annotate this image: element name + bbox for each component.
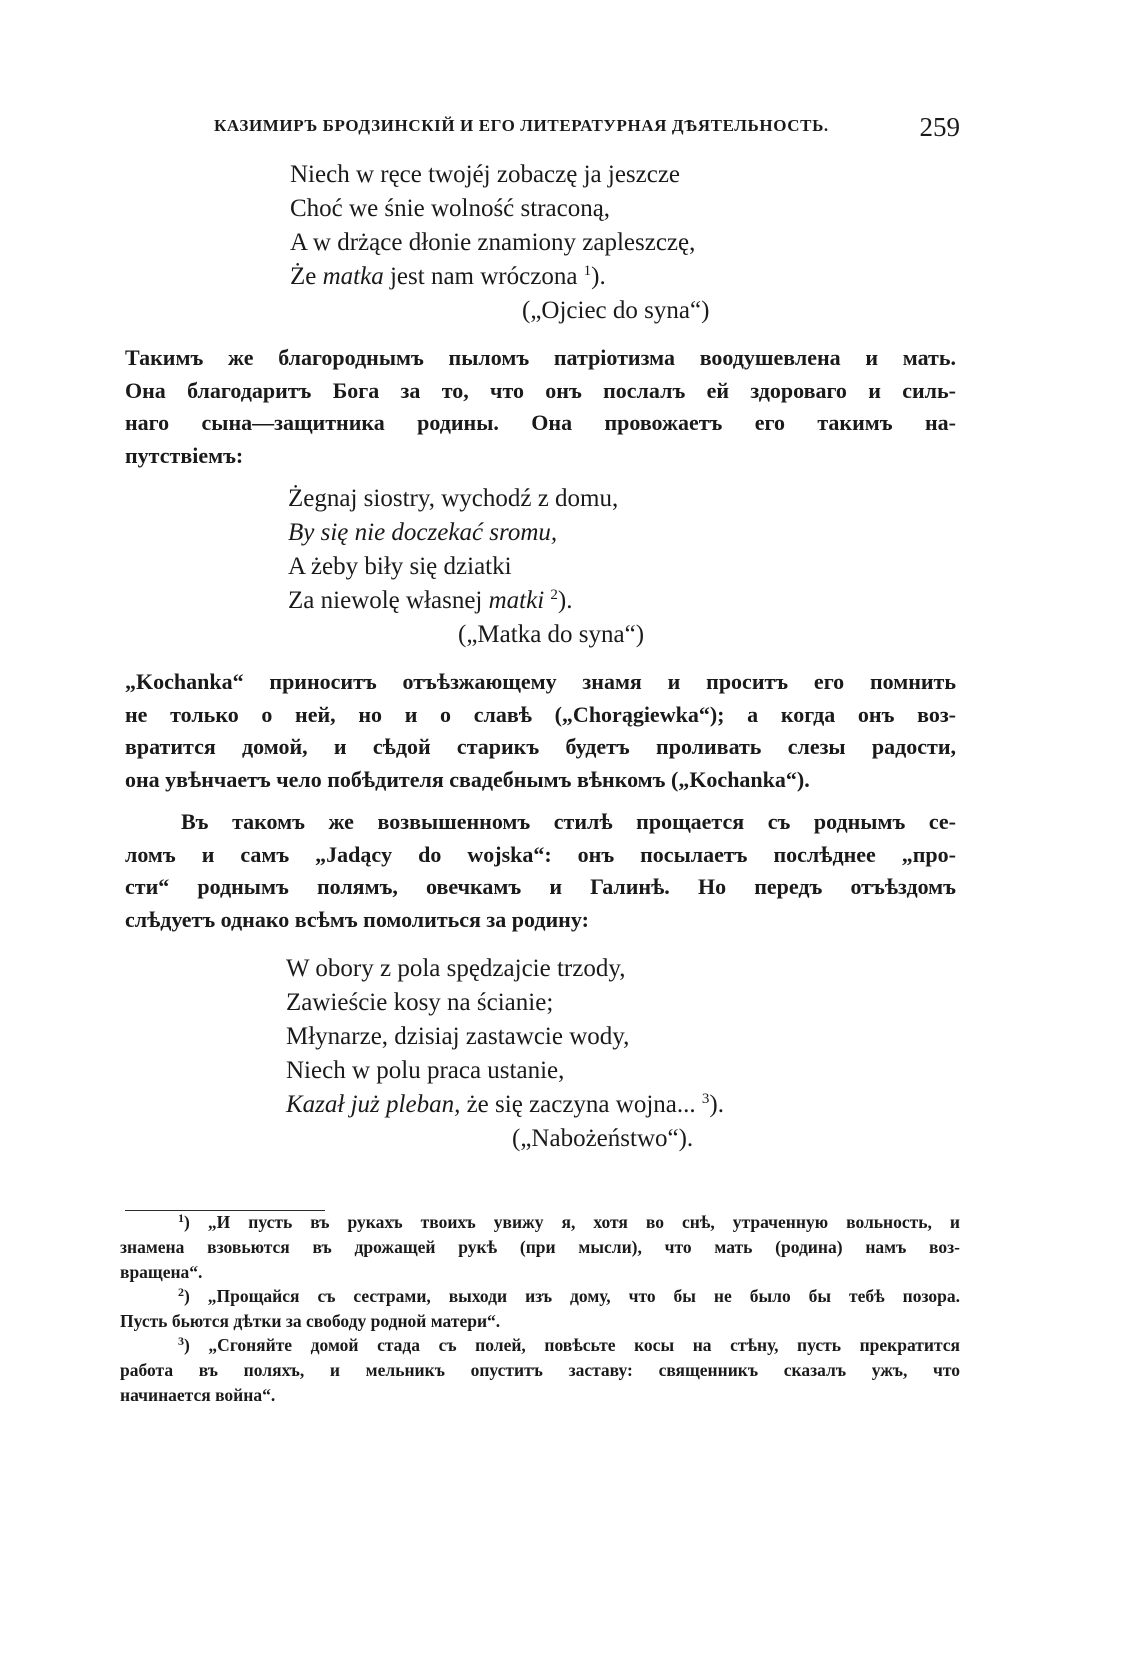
poem-nabozenstwo — [286, 952, 724, 1158]
text-line: сти“ роднымъ полямъ, овечкамъ и Галинѣ. Но передъ отъѣздомъ — [125, 874, 956, 899]
footnote-ref: 2 — [550, 587, 558, 603]
footnote-1 — [120, 1210, 960, 1285]
verse-line: W obory z pola spędzajcie trzody, — [286, 955, 626, 982]
footnote-ref: 3 — [701, 1091, 710, 1107]
paragraph — [125, 666, 956, 796]
footnote-line: Пусть бьются дѣтки за свободу родной матери“. — [120, 1311, 501, 1331]
text-line: она увѣнчаетъ чело побѣдителя свадебнымъ вѣнкомъ („Kochanka“). — [125, 766, 810, 792]
footnote-line: знамена взовьются въ дрожащей рукѣ (при мысли), что мать (родина) намъ воз- — [120, 1237, 960, 1257]
poem-attribution: („Matka do syna“) — [458, 621, 645, 648]
text-line: Она благодаритъ Бога за то, что онъ послалъ ей здороваго и силь- — [125, 377, 956, 403]
footnote-line: $^2$) „Прощайся съ сестрами, выходи изъ дому, что бы не было бы тебѣ позора. — [178, 1285, 960, 1306]
poem-attribution: („Ojciec do syna“) — [522, 297, 710, 324]
poem-ojciec-do-syna — [290, 158, 709, 330]
footnote-3 — [120, 1333, 960, 1408]
page-number: 259 — [919, 112, 960, 142]
poem-attribution: („Nabożeństwo“). — [512, 1125, 694, 1152]
verse-line: Żegnaj siostry, wychodź z domu, — [288, 485, 619, 512]
verse-line: Młynarze, dzisiaj zastawcie wody, — [286, 1023, 630, 1050]
verse-line: Że matka jest nam wróczona $^1$). — [290, 263, 606, 290]
poem-matka-do-syna — [288, 482, 644, 654]
verse-line: A żeby biły się dziatki — [288, 553, 512, 580]
running-head — [214, 112, 960, 148]
text-line: вратится домой, и сѣдой старикъ будетъ проливать слезы радости, — [125, 734, 956, 759]
text-line: путствіемъ: — [125, 442, 244, 468]
footnote-line: $^1$) „И пусть въ рукахъ твоихъ увижу я, хотя во снѣ, утраченную вольность, и — [178, 1211, 960, 1232]
text-line: слѣдуетъ однако всѣмъ помолиться за родину: — [125, 906, 589, 932]
text-line: наго сына—защитника родины. Она провожаетъ его такимъ на- — [125, 410, 956, 435]
text-line: не только о ней, но и о славѣ („Chorągiewka“); а когда онъ воз- — [125, 701, 956, 727]
text-line: ломъ и самъ „Jadący do wojska“: онъ посылаетъ послѣднее „про- — [125, 841, 956, 867]
verse-line: A w drżące dłonie znamiony zapleszczę, — [290, 229, 696, 256]
running-title: КАЗИМИРЪ БРОДЗИНСКІЙ И ЕГО ЛИТЕРАТУРНАЯ ДѢЯТЕЛЬНОСТЬ. — [214, 116, 829, 135]
paragraph — [125, 806, 956, 936]
verse-line: Za niewolę własnej matki $^2$). — [288, 587, 573, 614]
text-line: Такимъ же благороднымъ пыломъ патріотизма воодушевлена и мать. — [125, 345, 956, 370]
verse-line: Niech w ręce twojéj zobaczę ja jeszcze — [290, 161, 681, 188]
verse-line: Kazał już pleban, że się zaczyna wojna... $^3$). — [286, 1091, 724, 1118]
verse-line: Niech w polu praca ustanie, — [286, 1057, 565, 1084]
footnote-line: работа въ поляхъ, и мельникъ опуститъ заставу: священникъ сказалъ ужъ, что — [120, 1360, 960, 1380]
paragraph — [125, 342, 956, 472]
footnote-ref: 1 — [583, 263, 592, 279]
footnote-line: $^3$) „Сгоняйте домой стада съ полей, повѣсьте косы на стѣну, пусть прекратится — [178, 1334, 960, 1355]
verse-line: Zawieście kosy na ścianie; — [286, 989, 554, 1016]
text-line: „Kochanka“ приноситъ отъѣзжающему знамя и проситъ его помнить — [125, 669, 956, 694]
verse-line: By się nie doczekać sromu, — [288, 519, 558, 546]
footnote-2 — [120, 1284, 960, 1334]
text-line: Въ такомъ же возвышенномъ стилѣ прощается съ роднымъ се- — [181, 809, 956, 834]
verse-line: Choć we śnie wolność straconą, — [290, 195, 611, 222]
footnote-line: начинается война“. — [120, 1385, 276, 1405]
footnote-line: вращена“. — [120, 1262, 203, 1282]
